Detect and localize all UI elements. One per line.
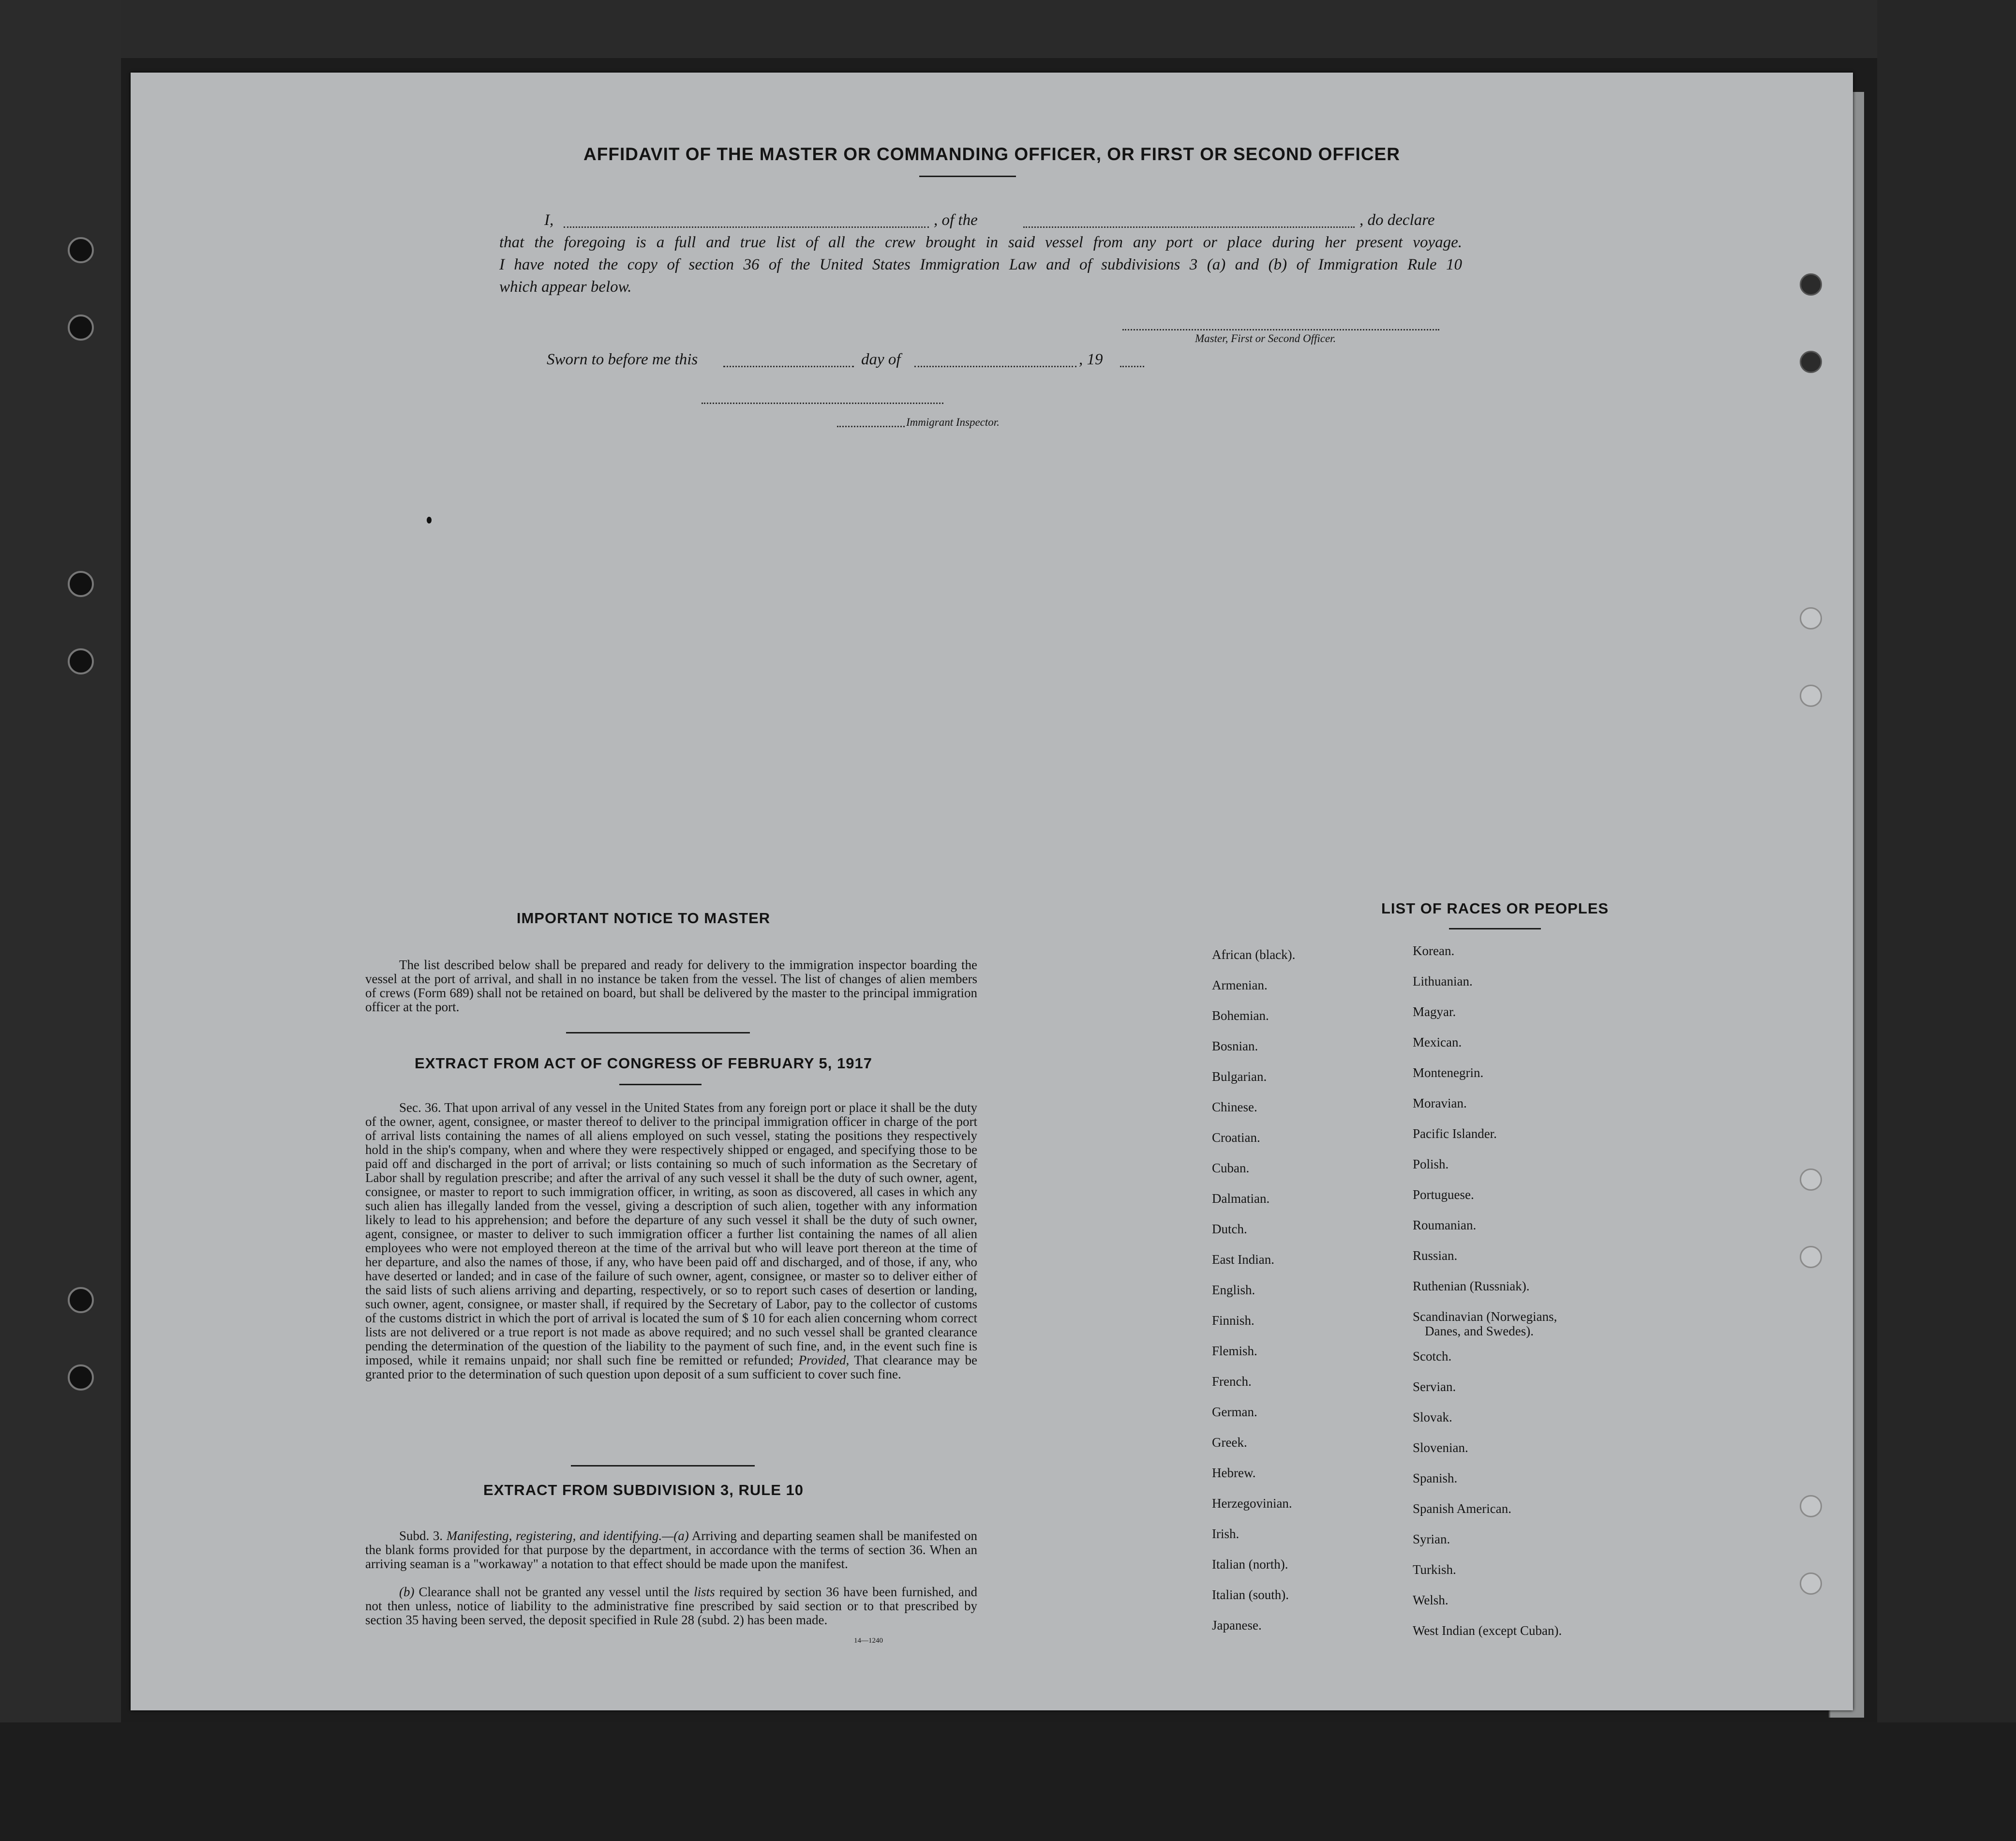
- year-prefix-label: , 19: [1079, 351, 1103, 368]
- affidavit-do-declare-label: , do declare: [1359, 211, 1435, 229]
- race-item: English.: [1212, 1283, 1255, 1297]
- punch-hole: [1800, 1495, 1822, 1517]
- race-item: Bosnian.: [1212, 1039, 1258, 1053]
- month-blank-line: [914, 366, 1076, 367]
- affidavit-text-line: I have noted the copy of section 36 of the United States Immigration Law and of subdivisions 3 (a) and (b) of Immigration Rule 10: [499, 256, 1462, 273]
- form-number: 14—1240: [854, 1637, 883, 1645]
- race-item: Danes, and Swedes).: [1425, 1324, 1534, 1338]
- punch-hole: [1800, 273, 1822, 296]
- race-item: Hebrew.: [1212, 1466, 1256, 1480]
- race-item: Bulgarian.: [1212, 1069, 1267, 1084]
- race-item: African (black).: [1212, 947, 1296, 962]
- race-item: French.: [1212, 1374, 1252, 1389]
- binder-hole: [68, 1287, 94, 1313]
- race-item: Croatian.: [1212, 1130, 1260, 1145]
- race-item: Roumanian.: [1413, 1218, 1477, 1232]
- document-page: [131, 73, 1853, 1710]
- inspector-signature-line: [702, 403, 943, 404]
- race-item: Pacific Islander.: [1413, 1126, 1497, 1141]
- year-blank-line: [1120, 366, 1144, 367]
- race-item: Welsh.: [1413, 1593, 1449, 1607]
- punch-hole: [1800, 607, 1822, 629]
- race-item: Italian (south).: [1212, 1587, 1289, 1602]
- section-divider: [571, 1465, 755, 1467]
- scan-frame-top: [0, 0, 2016, 58]
- race-item: Italian (north).: [1212, 1557, 1288, 1572]
- binder-hole: [68, 571, 94, 597]
- race-item: Syrian.: [1413, 1532, 1450, 1546]
- day-of-label: day of: [861, 351, 901, 368]
- affidavit-text-line: that the foregoing is a full and true list of all the crew brought in said vessel from any port or place during her present voyage.: [499, 234, 1462, 251]
- notice-paragraph: [365, 958, 977, 1014]
- affidavit-i-label: I,: [544, 211, 554, 229]
- affidavit-title: AFFIDAVIT OF THE MASTER OR COMMANDING OFFICER, OR FIRST OR SECOND OFFICER: [583, 144, 1400, 164]
- punch-hole: [1800, 1572, 1822, 1595]
- race-item: Scotch.: [1413, 1349, 1452, 1363]
- rule-extract-title: EXTRACT FROM SUBDIVISION 3, RULE 10: [483, 1482, 804, 1498]
- master-signature-label: Master, First or Second Officer.: [1195, 332, 1336, 344]
- sworn-to-label: Sworn to before me this: [547, 351, 698, 368]
- race-item: Chinese.: [1212, 1100, 1257, 1114]
- punch-hole: [1800, 685, 1822, 707]
- race-item: Lithuanian.: [1413, 974, 1473, 988]
- rule-paragraph-a: [365, 1529, 977, 1571]
- race-item: Spanish.: [1413, 1471, 1458, 1485]
- section-divider: [1449, 928, 1541, 929]
- notice-title: IMPORTANT NOTICE TO MASTER: [516, 910, 771, 927]
- act-text-end: That clearance may be granted prior to the determination of such question upon deposit of a sum sufficient to cover such fine.: [365, 1353, 977, 1381]
- race-item: Armenian.: [1212, 978, 1268, 992]
- scan-frame-bottom: [0, 1722, 2016, 1841]
- binder-hole: [68, 237, 94, 263]
- name-blank-line: [564, 226, 929, 228]
- race-item: Flemish.: [1212, 1344, 1257, 1358]
- race-item: Mexican.: [1413, 1035, 1462, 1049]
- punch-hole: [1800, 1246, 1822, 1268]
- act-sec-label: Sec. 36.: [399, 1100, 441, 1115]
- race-item: Spanish American.: [1413, 1501, 1511, 1516]
- rule-para-b-text: Clearance shall not be granted any vessel until the: [418, 1585, 690, 1599]
- binder-hole: [68, 314, 94, 341]
- race-item: Ruthenian (Russniak).: [1413, 1279, 1530, 1293]
- race-item: German.: [1212, 1405, 1257, 1419]
- race-item: Japanese.: [1212, 1618, 1262, 1632]
- affidavit-text-line: which appear below.: [499, 278, 632, 296]
- race-item: Polish.: [1413, 1157, 1449, 1171]
- race-item: Herzegovinian.: [1212, 1496, 1292, 1511]
- rule-subd-heading: Manifesting, registering, and identifying.—(a): [446, 1528, 689, 1543]
- race-item: West Indian (except Cuban).: [1413, 1623, 1562, 1638]
- binder-hole: [68, 648, 94, 674]
- inspector-label-leader: [837, 426, 905, 427]
- race-item: Turkish.: [1413, 1562, 1456, 1577]
- race-item: Finnish.: [1212, 1313, 1254, 1328]
- section-divider: [619, 1084, 702, 1085]
- race-item: Portuguese.: [1413, 1187, 1474, 1202]
- binder-hole: [68, 1364, 94, 1391]
- vessel-blank-line: [1023, 226, 1355, 228]
- act-provided-word: Provided,: [798, 1353, 850, 1367]
- races-list-title: LIST OF RACES OR PEOPLES: [1381, 900, 1609, 917]
- rule-b-label: (b): [399, 1585, 415, 1599]
- rule-lists-word: lists: [694, 1585, 715, 1599]
- rule-subd-label: Subd. 3.: [399, 1528, 443, 1543]
- race-item: Dutch.: [1212, 1222, 1247, 1236]
- affidavit-of-the-label: , of the: [934, 211, 978, 229]
- scan-frame-right: [1877, 0, 2016, 1841]
- master-signature-line: [1122, 329, 1439, 330]
- race-item: Slovak.: [1413, 1410, 1452, 1424]
- race-item: Korean.: [1413, 943, 1455, 958]
- race-item: East Indian.: [1212, 1252, 1274, 1267]
- scan-frame-left: [0, 0, 121, 1841]
- act-paragraph: [365, 1101, 977, 1381]
- race-item: Dalmatian.: [1212, 1191, 1270, 1206]
- title-underline: [919, 176, 1016, 177]
- race-item: Moravian.: [1413, 1096, 1467, 1110]
- ink-speck: [427, 517, 432, 524]
- rule-para-a-text: Arriving and departing seamen shall be manifested on the blank forms provided for that purpose by the department, in accordance with the terms of section 36. When an arriving seaman is a "workaway" a notation to that effect should be made upon the manifest.: [365, 1528, 977, 1571]
- inspector-label: Immigrant Inspector.: [906, 416, 1000, 428]
- notice-text: The list described below shall be prepared and ready for delivery to the immigration inspector boarding the vessel at the port of arrival, and shall in no instance be taken from the vessel. The list of changes of alien members of crews (Form 689) shall not be retained on board, but shall be delivered by the master to the principal immigration officer at the port.: [365, 958, 977, 1014]
- punch-hole: [1800, 351, 1822, 373]
- race-item: Magyar.: [1413, 1004, 1456, 1019]
- race-item: Russian.: [1413, 1248, 1458, 1263]
- race-item: Servian.: [1413, 1379, 1456, 1394]
- race-item: Bohemian.: [1212, 1008, 1269, 1023]
- race-item: Irish.: [1212, 1527, 1239, 1541]
- race-item: Montenegrin.: [1413, 1065, 1484, 1080]
- act-text: That upon arrival of any vessel in the United States from any foreign port or place it shall be the duty of the owner, agent, consignee, or master thereof to deliver to the principal immigration officer in charge of the port of arrival lists containing the names of all aliens employed on such vessel, stating the positions they respectively hold in the ship's company, when and where they were respectively shipped or engaged, and specifying those to be paid off and discharged in the port of arrival; or lists containing so much of such information as the Secretary of Labor shall by regulation prescribe; and after the arrival of any such vessel it shall be the duty of such owner, agent, consignee, or master to report to such immigration officer, in writing, as soon as discovered, all cases in which any such alien has illegally landed from the vessel, giving a description of such alien, together with any information likely to lead to his apprehension; and before the departure of any such vessel it shall be the duty of such owner, agent, consignee, or master to deliver to such immigration officer a further list containing the names of all alien employees who were not employed thereon at the time of the arrival but who will leave port thereon at the time of her departure, and also the names of those, if any, who have been paid off and discharged, and of those, if any, who have deserted or landed; and in case of the failure of such owner, agent, consignee, or master so to deliver either of the said lists of such aliens arriving and departing, respectively, or so to report such cases of desertion or landing, such owner, agent, consignee, or master shall, if required by the Secretary of Labor, pay to the collector of customs of the customs district in which the port of arrival is located the sum of $ 10 for each alien concerning whom correct lists are not delivered or a true report is not made as above required; and no such vessel shall be granted clearance pending the determination of the question of the liability to the payment of such fine, and, in the event such fine is imposed, while it remains unpaid; nor shall such fine be remitted or refunded;: [365, 1100, 978, 1367]
- day-blank-line: [723, 366, 854, 367]
- race-item: Scandinavian (Norwegians,: [1413, 1309, 1557, 1324]
- section-divider: [566, 1032, 750, 1033]
- race-item: Cuban.: [1212, 1161, 1250, 1175]
- punch-hole: [1800, 1168, 1822, 1191]
- race-item: Slovenian.: [1413, 1440, 1468, 1455]
- act-extract-title: EXTRACT FROM ACT OF CONGRESS OF FEBRUARY 5, 1917: [415, 1055, 872, 1072]
- rule-paragraph-b: [365, 1585, 977, 1627]
- rule-para-b-text: required by section 36 have been furnished, and not then unless, notice of liability to the administrative fine prescribed by said section or to that prescribed by section 35 having been served, the deposit specified in Rule 28 (subd. 2) has been made.: [365, 1585, 978, 1627]
- race-item: Greek.: [1212, 1435, 1247, 1450]
